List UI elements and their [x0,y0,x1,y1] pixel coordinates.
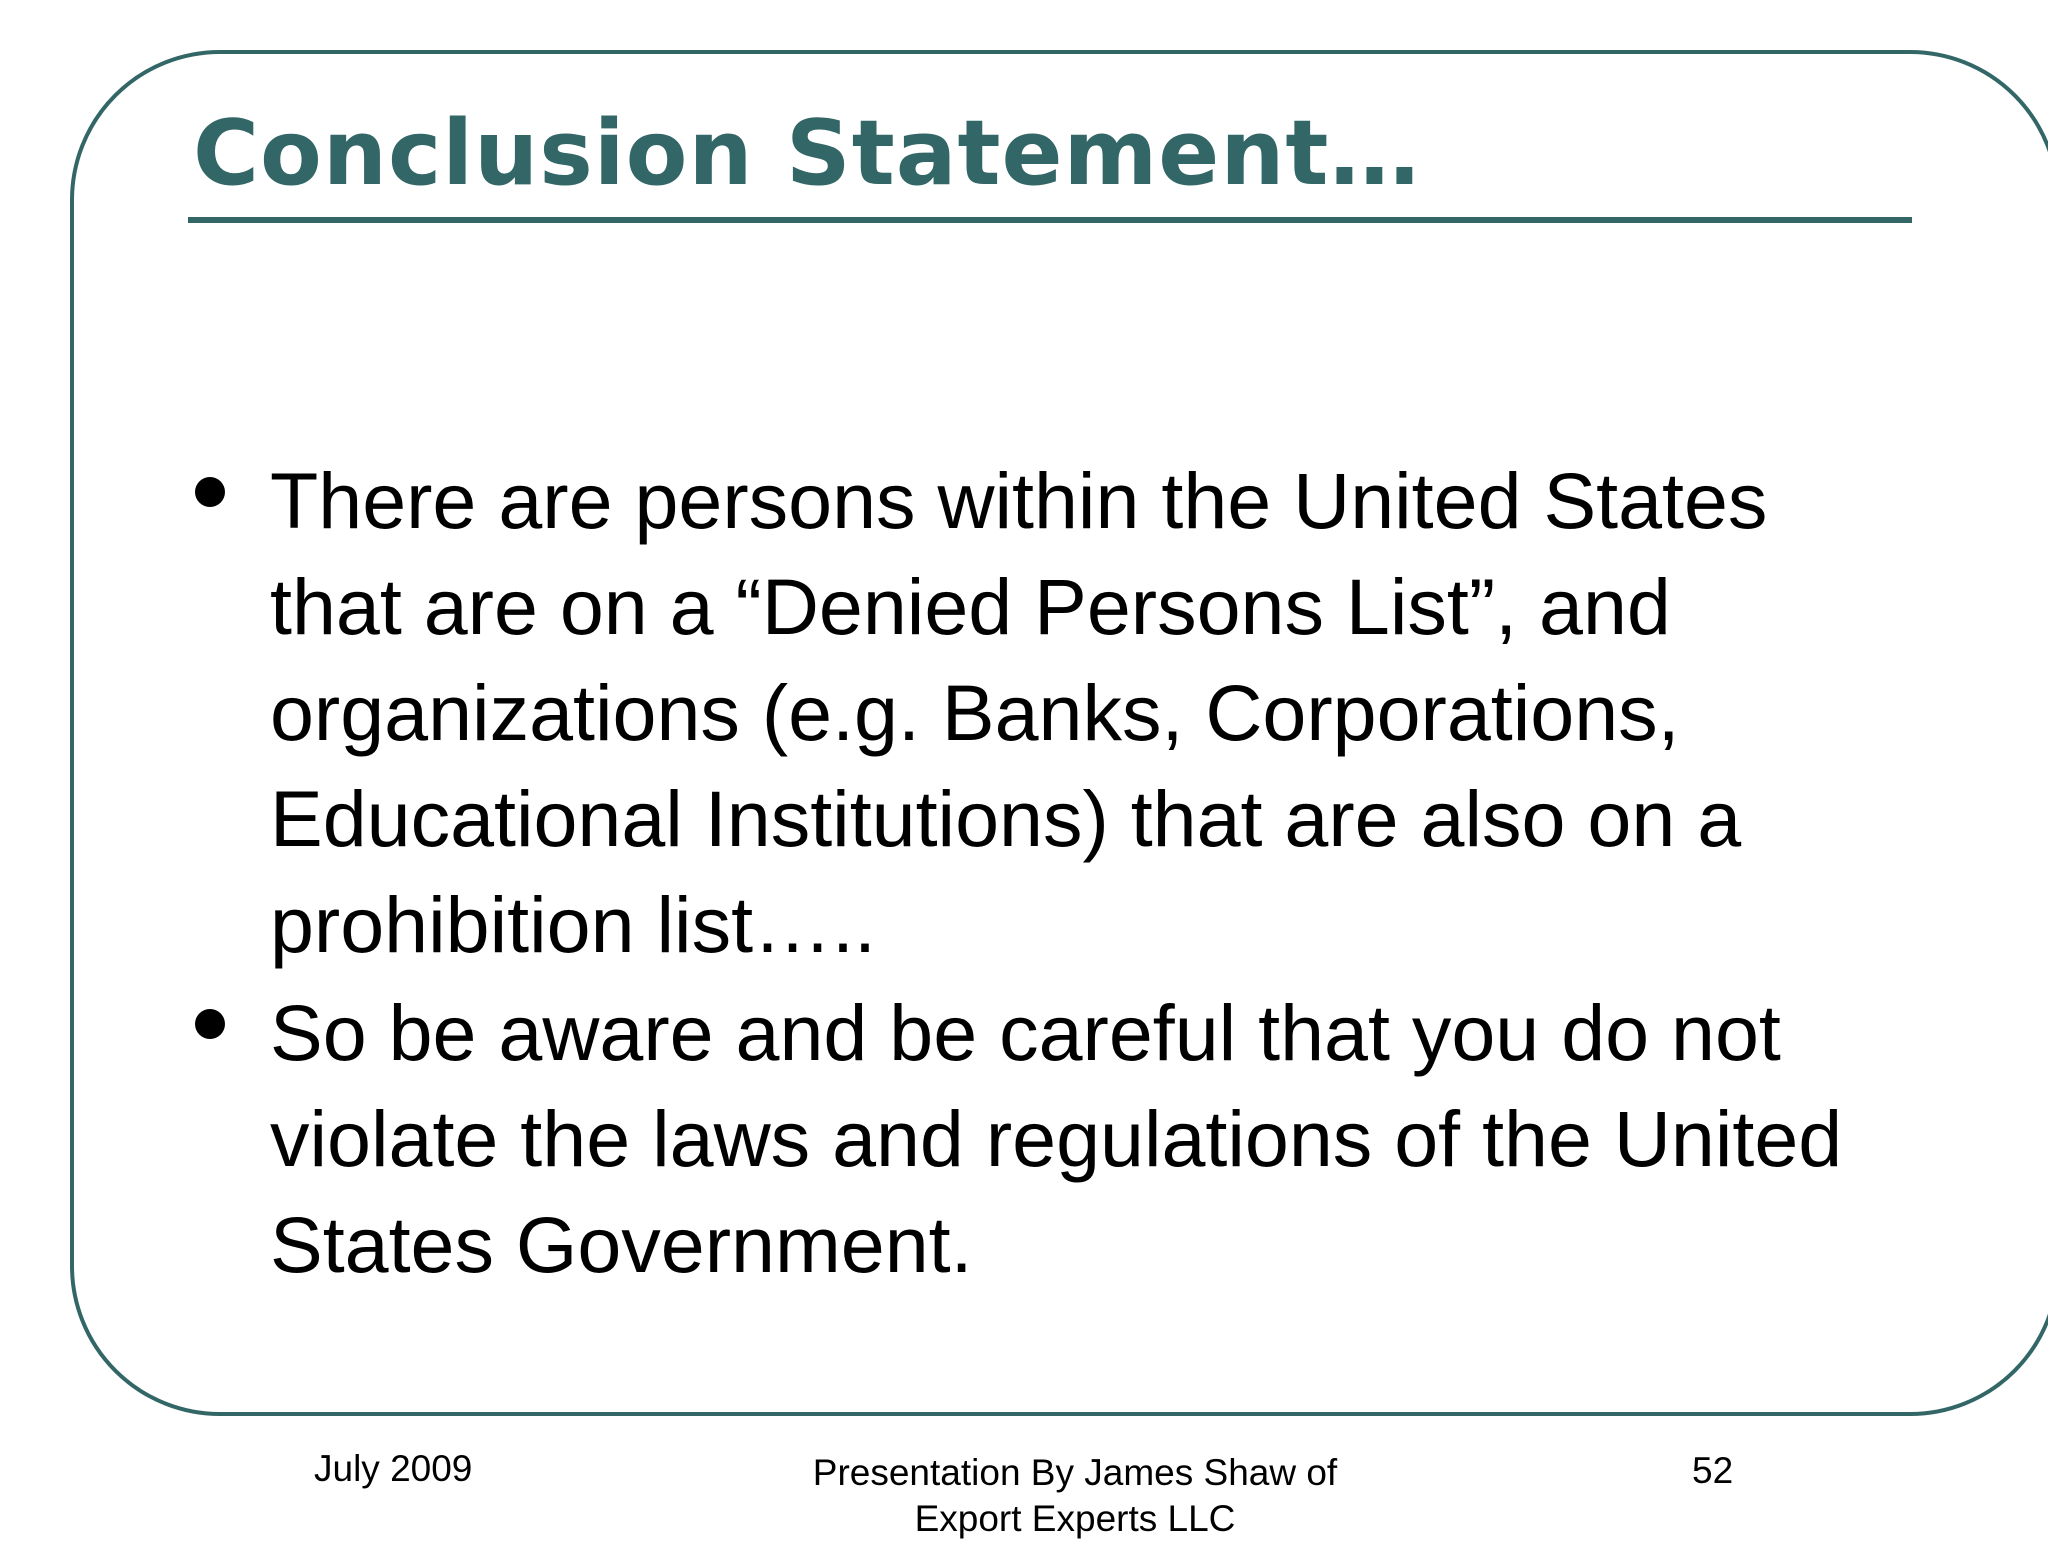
page-number: 52 [1692,1450,1734,1491]
bullet-text: So be aware and be careful that you do not violate the laws and regulations of the United States Government. [270,988,1843,1289]
bullet-point-icon [195,1009,225,1039]
title-divider [188,217,1912,223]
slide-title: Conclusion Statement… [193,101,1421,206]
footer-date: July 2009 [314,1448,473,1489]
bullet-text: There are persons within the United States that are on a “Denied Persons List”, and organizations (e.g. Banks, Corporations, Educational Institutions) that are also on a prohibition list….. [270,456,1768,969]
bullet-item [195,980,1895,1298]
bullet-list [195,448,1895,1300]
footer-presenter-line-1: Presentation By James Shaw of [812,1452,1338,1493]
footer-presenter-line-2: Export Experts LLC [914,1498,1236,1539]
bullet-item [195,448,1895,978]
bullet-point-icon [195,477,225,507]
footer-presenter [775,1450,1375,1542]
